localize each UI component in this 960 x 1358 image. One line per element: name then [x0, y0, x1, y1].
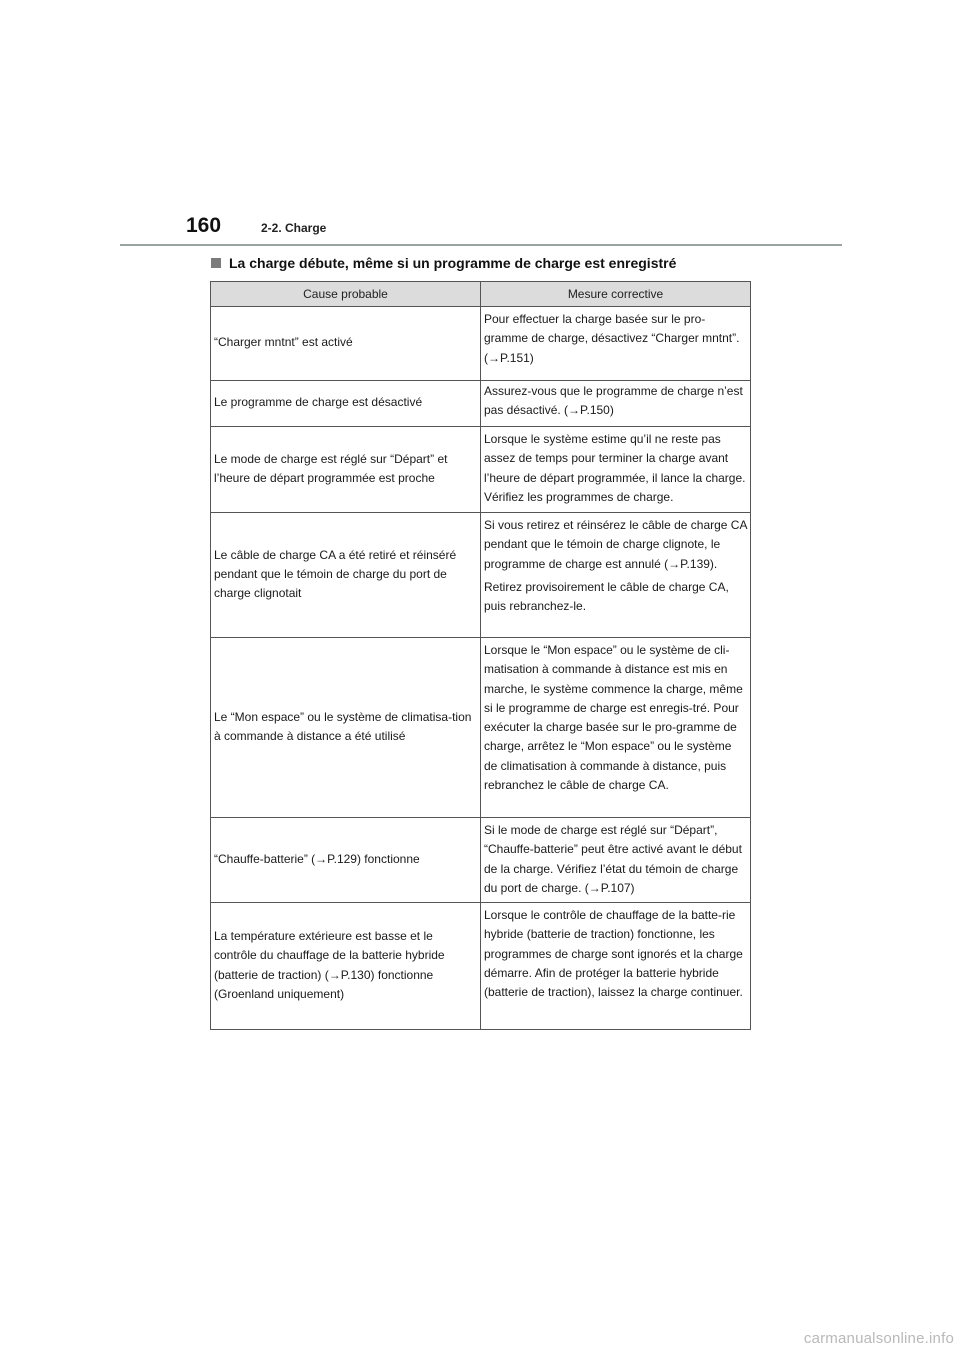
measure-text: Assurez-vous que le programme de charge n’est pas désactivé. (→P.150)	[484, 384, 743, 418]
column-header-cause: Cause probable	[211, 282, 481, 307]
table-row	[211, 818, 751, 903]
measure-text: Lorsque le contrôle de chauffage de la batte-rie hybride (batterie de traction) fonctionne, les programmes de charge sont ignorés et la charge démarre. Afin de protéger la batterie hybride (batterie de traction), laissez la charge continuer.	[484, 908, 743, 1000]
section-title: 2-2. Charge	[261, 221, 327, 235]
measure-text: Lorsque le système estime qu’il ne reste pas assez de temps pour terminer la charge avant l’heure de départ programmée, il lance la charge. Vérifiez les programmes de charge.	[484, 432, 746, 504]
column-header-measure: Mesure corrective	[481, 282, 751, 307]
page-number: 160	[186, 214, 222, 237]
watermark: carmanualsonline.info	[803, 1330, 954, 1347]
troubleshooting-table	[210, 281, 751, 1030]
measure-text: Lorsque le “Mon espace” ou le système de cli-matisation à commande à distance est mis en marche, le système commence la charge, même si le programme de charge est enregis-tré. Pour exécuter la charge basée sur le pro-gramme de charge, arrêtez le “Mon espace” ou le système de climatisation à commande à distance, puis rebranchez le câble de charge CA.	[484, 643, 743, 793]
measure-text: Si le mode de charge est réglé sur “Départ”, “Chauffe-batterie” peut être activé avant le début de la charge. Vérifiez l’état du témoin de charge du port de charge. (→P.107)	[484, 823, 742, 895]
cause-cell: Le mode de charge est réglé sur “Départ” et l’heure de départ programmée est proche	[211, 427, 481, 513]
table-row	[211, 381, 751, 427]
cause-cell: La température extérieure est basse et le contrôle du chauffage de la batterie hybride (batterie de traction) (→P.130) fonctionne (Groenland uniquement)	[211, 903, 481, 1030]
table-header-row	[211, 282, 751, 307]
measure-text: Retirez provisoirement le câble de charge CA, puis rebranchez-le.	[484, 579, 729, 614]
cause-cell: Le programme de charge est désactivé	[211, 381, 481, 427]
square-bullet-icon	[211, 258, 221, 268]
measure-cell	[481, 818, 751, 903]
cause-cell: Le câble de charge CA a été retiré et réinséré pendant que le témoin de charge du port de charge clignotait	[211, 513, 481, 638]
measure-cell	[481, 307, 751, 381]
table-row	[211, 903, 751, 1030]
measure-cell	[481, 638, 751, 818]
table-row	[211, 427, 751, 513]
measure-cell	[481, 427, 751, 513]
cause-cell: Le “Mon espace” ou le système de climatisa-tion à commande à distance a été utilisé	[211, 638, 481, 818]
header-divider	[120, 244, 842, 246]
measure-text: Si vous retirez et réinsérez le câble de charge CA pendant que le témoin de charge clignote, le programme de charge est annulé (→P.139).	[484, 518, 747, 571]
subsection-heading	[211, 255, 676, 271]
measure-cell	[481, 903, 751, 1030]
cause-cell: “Charger mntnt” est activé	[211, 307, 481, 381]
measure-text: Pour effectuer la charge basée sur le pro-gramme de charge, désactivez “Charger mntnt”. (→P.151)	[484, 312, 740, 365]
table-row	[211, 513, 751, 638]
table-row	[211, 638, 751, 818]
cause-cell: “Chauffe-batterie” (→P.129) fonctionne	[211, 818, 481, 903]
measure-cell	[481, 381, 751, 427]
table-row	[211, 307, 751, 381]
measure-cell	[481, 513, 751, 638]
subsection-heading-text: La charge débute, même si un programme de charge est enregistré	[229, 255, 677, 271]
